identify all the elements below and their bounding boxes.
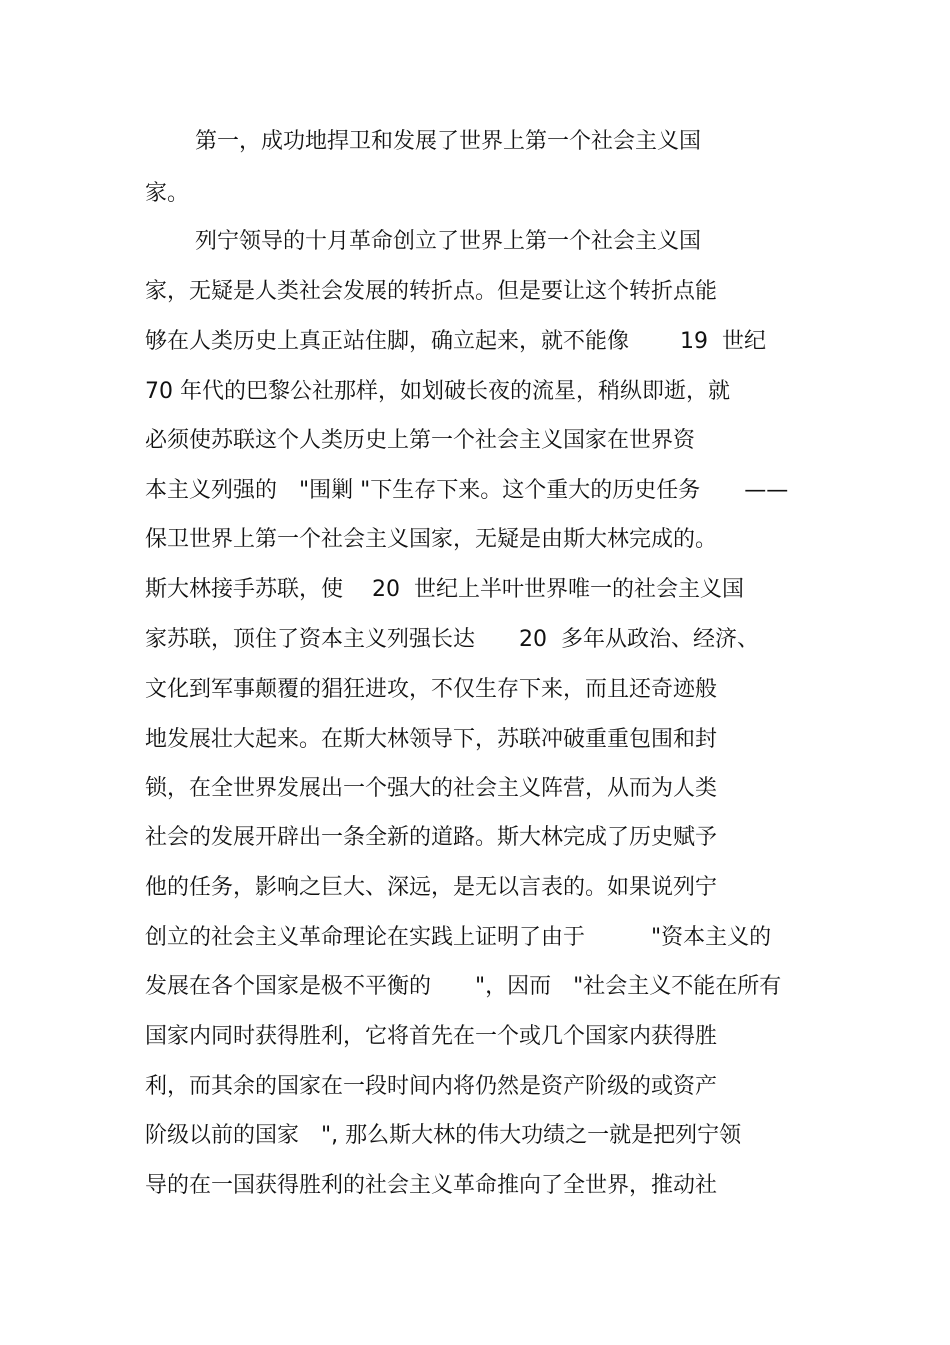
text-line: 家。 [145,181,190,206]
text-line: 导的在一国获得胜利的社会主义革命推向了全世界，推动社 [145,1173,718,1198]
text-line: 必须使苏联这个人类历史上第一个社会主义国家在世界资 [145,428,696,453]
text-line: 社会的发展开辟出一条全新的道路。斯大林完成了历史赋予 [145,825,718,850]
text-line: 家，无疑是人类社会发展的转折点。但是要让这个转折点能 [145,279,718,304]
text-line: 保卫世界上第一个社会主义国家，无疑是由斯大林完成的。 [145,527,718,552]
text-line: 斯大林接手苏联，使 20 世纪上半叶世界唯一的社会主义国 [145,577,744,602]
text-line: 他的任务，影响之巨大、深远，是无以言表的。如果说列宁 [145,875,718,900]
text-line: 70 年代的巴黎公社那样，如划破长夜的流星，稍纵即逝，就 [145,379,730,404]
text-line: 列宁领导的十月革命创立了世界上第一个社会主义国 [195,229,702,254]
text-line: 锁，在全世界发展出一个强大的社会主义阵营，从而为人类 [145,776,718,801]
text-line: 本主义列强的 "围剿 "下生存下来。这个重大的历史任务 —— [145,478,789,503]
text-line: 发展在各个国家是极不平衡的 "，因而 "社会主义不能在所有 [145,974,782,999]
text-line: 地发展壮大起来。在斯大林领导下，苏联冲破重重包围和封 [145,727,718,752]
text-line: 第一，成功地捍卫和发展了世界上第一个社会主义国 [195,129,702,154]
text-line: 家苏联，顶住了资本主义列强长达 20 多年从政治、经济、 [145,627,759,652]
text-line: 创立的社会主义革命理论在实践上证明了由于 "资本主义的 [145,925,772,950]
text-line: 够在人类历史上真正站住脚，确立起来，就不能像 19 世纪 [145,329,766,354]
text-line: 国家内同时获得胜利，它将首先在一个或几个国家内获得胜 [145,1024,718,1049]
text-line: 文化到军事颠覆的猖狂进攻，不仅生存下来，而且还奇迹般 [145,677,718,702]
text-line: 利，而其余的国家在一段时间内将仍然是资产阶级的或资产 [145,1074,718,1099]
text-line: 阶级以前的国家 ", 那么斯大林的伟大功绩之一就是把列宁领 [145,1123,742,1148]
